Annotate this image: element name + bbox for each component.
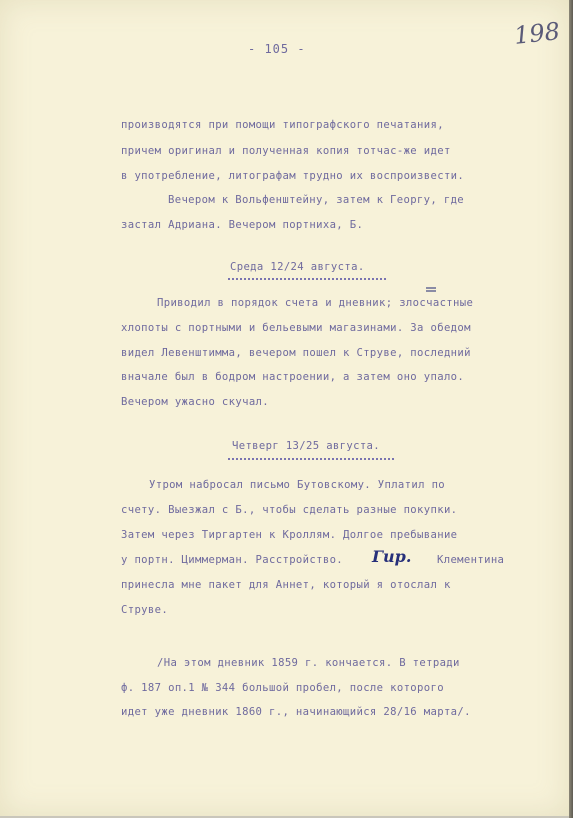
page-number: - 105 - [248,42,306,56]
date-heading-thursday: Четверг 13/25 августа. [232,440,381,452]
heading-underline [228,458,394,460]
heading-underline [228,278,386,280]
text-line-13: Затем через Тиргартен к Кроллям. Долгое пребывание [121,529,458,541]
text-line-4: Вечером к Вольфенштейну, затем к Георгу, где [168,194,465,206]
handwritten-signature [370,543,430,569]
handwritten-insertion-mark [425,286,437,294]
text-line-9: вначале был в бодром настроении, а затем оно упало. [121,371,465,383]
date-heading-wednesday: Среда 12/24 августа. [230,261,365,273]
handwritten-folio-number [512,17,562,50]
text-line-10: Вечером ужасно скучал. [121,396,270,408]
note-line-2: ф. 187 оп.1 № 344 большой пробел, после которого [121,682,444,694]
text-line-1: производятся при помощи типографского печатания, [121,119,444,131]
text-line-8: видел Левенштимма, вечером пошел к Струве, последний [121,347,471,359]
text-line-12: счету. Выезжал с Б., чтобы сделать разные покупки. [121,504,458,516]
text-line-6: Приводил в порядок счета и дневник; злосчастные [157,297,474,309]
text-line-14: у портн. Циммерман. Расстройство. [121,554,344,566]
svg-text:Гир.: Гир. [372,547,412,566]
note-line-3: идет уже дневник 1860 г., начинающийся 28/16 марта/. [121,706,471,718]
text-line-14-cont: Клементина [437,554,505,566]
text-line-5: застал Адриана. Вечером портниха, Б. [121,219,364,231]
text-line-16: Струве. [121,604,169,616]
text-line-15: принесла мне пакет для Аннет, который я отослал к [121,579,451,591]
text-line-3: в употребление, литографам трудно их воспроизвести. [121,170,465,182]
text-line-11: Утром набросал письмо Бутовскому. Уплатил по [149,479,446,491]
text-line-7: хлопоты с портными и бельевыми магазинами. За обедом [121,322,471,334]
note-line-1: /На этом дневник 1859 г. кончается. В тетради [157,657,460,669]
svg-text:198: 198 [512,17,562,50]
text-line-2: причем оригинал и полученная копия тотчас-же идет [121,145,451,157]
page-edge [569,0,573,818]
